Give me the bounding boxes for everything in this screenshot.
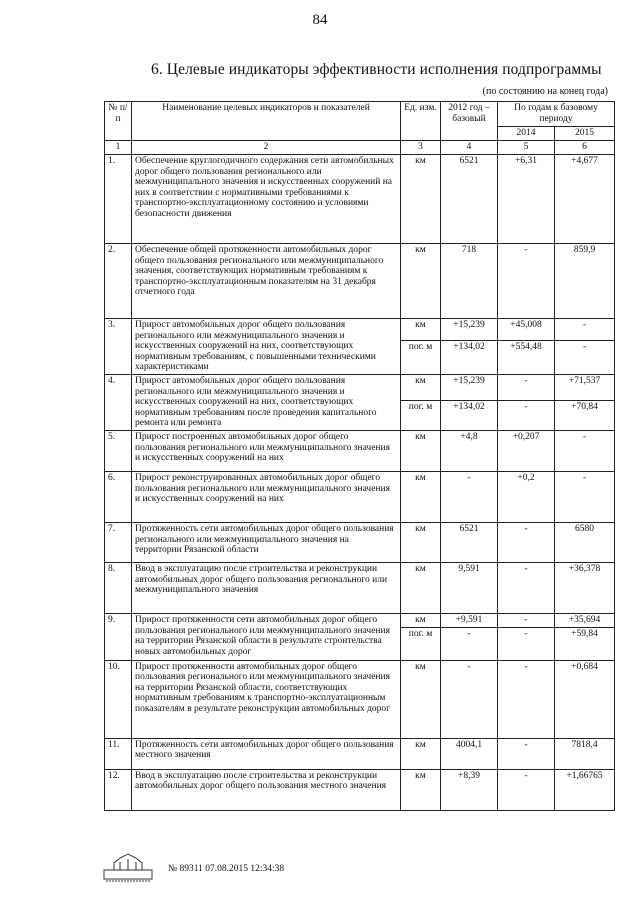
table-header-row xyxy=(105,102,615,127)
indicator-name: Прирост реконструированных автомобильных дорог общего пользования регионального или межмуниципального значения и искусственных сооружений на них xyxy=(132,471,401,522)
value-2014: +554,48 xyxy=(498,340,555,374)
unit-cell: км xyxy=(401,769,441,810)
header-base: 2012 год – базовый xyxy=(441,102,498,141)
value-2014: +45,008 xyxy=(498,319,555,341)
base-value: +8,39 xyxy=(441,769,498,810)
unit-cell: км xyxy=(401,374,441,400)
unit-cell: км xyxy=(401,471,441,522)
value-2014: +0,207 xyxy=(498,430,555,471)
indicator-name: Ввод в эксплуатацию после строительства и реконструкции автомобильных дорог общего пользования регионального или межмуниципального значения xyxy=(132,562,401,613)
value-2015: 859,9 xyxy=(555,244,615,319)
value-2015: - xyxy=(555,340,615,374)
value-2014: - xyxy=(498,244,555,319)
base-value: - xyxy=(441,627,498,660)
table-row xyxy=(105,660,615,738)
indicators-table xyxy=(104,101,615,811)
indicator-name: Обеспечение круглогодичного содержания сети автомобильных дорог общего пользования регионального или межмуниципального значения и искусственных сооружений на них в соответствии с нормативными требованиями к транспортно-эксплуатационному состоянию и условиями безопасности движения xyxy=(132,155,401,244)
base-value: 9,591 xyxy=(441,562,498,613)
header-period: По годам к базовому периоду xyxy=(498,102,615,127)
value-2014: - xyxy=(498,400,555,430)
unit-cell: пог. м xyxy=(401,627,441,660)
value-2014: - xyxy=(498,613,555,627)
base-value: - xyxy=(441,471,498,522)
table-row xyxy=(105,522,615,562)
value-2014: +6,31 xyxy=(498,155,555,244)
table-row xyxy=(105,562,615,613)
table-row xyxy=(105,471,615,522)
base-value: +15,239 xyxy=(441,319,498,341)
indicator-name: Прирост протяженности сети автомобильных дорог общего пользования регионального или межмуниципального значения на территории Рязанской области в результате строительства новых автомобильных дорог xyxy=(132,613,401,660)
section-title: 6. Целевые индикаторы эффективности исполнения подпрограммы xyxy=(151,61,602,78)
value-2014: - xyxy=(498,562,555,613)
document-stamp: № 89311 07.08.2015 12:34:38 xyxy=(168,864,285,874)
value-2015: +4,677 xyxy=(555,155,615,244)
indicator-name: Ввод в эксплуатацию после строительства и реконструкции автомобильных дорог общего пользования местного значения xyxy=(132,769,401,810)
indicator-name: Прирост автомобильных дорог общего пользования регионального или межмуниципального значения и искусственных сооружений на них, соответствующих нормативным требованиям после проведения капитального ремонта или ремонта xyxy=(132,374,401,430)
value-2014: - xyxy=(498,374,555,400)
status-note: (по состоянию на конец года) xyxy=(482,86,608,97)
column-number: 5 xyxy=(498,141,555,155)
column-number: 6 xyxy=(555,141,615,155)
row-number: 2. xyxy=(105,244,132,319)
value-2015: 7818,4 xyxy=(555,738,615,769)
table-row xyxy=(105,769,615,810)
indicator-name: Прирост построенных автомобильных дорог общего пользования регионального или межмуниципального значения и искусственных сооружений на них xyxy=(132,430,401,471)
base-value: +4,8 xyxy=(441,430,498,471)
value-2015: +71,537 xyxy=(555,374,615,400)
value-2014: - xyxy=(498,522,555,562)
table-row xyxy=(105,374,615,400)
unit-cell: пог. м xyxy=(401,400,441,430)
indicator-name: Обеспечение общей протяженности автомобильных дорог общего пользования регионального или межмуниципального значения, соответствующих нормативным требованиям к транспортно-эксплуатационным показателям на 31 декабря отчетного года xyxy=(132,244,401,319)
row-number: 8. xyxy=(105,562,132,613)
unit-cell: км xyxy=(401,155,441,244)
value-2015: +59,84 xyxy=(555,627,615,660)
base-value: +15,239 xyxy=(441,374,498,400)
row-number: 7. xyxy=(105,522,132,562)
value-2015: +35,694 xyxy=(555,613,615,627)
value-2015: +0,684 xyxy=(555,660,615,738)
value-2014: - xyxy=(498,769,555,810)
unit-cell: км xyxy=(401,613,441,627)
base-value: +134,02 xyxy=(441,340,498,374)
table-row xyxy=(105,319,615,341)
column-number: 1 xyxy=(105,141,132,155)
indicator-name: Прирост автомобильных дорог общего пользования регионального или межмуниципального значения и искусственных сооружений на них, соответствующих нормативным требованиям, с повышенными техническими характеристиками xyxy=(132,319,401,375)
column-number: 2 xyxy=(132,141,401,155)
row-number: 11. xyxy=(105,738,132,769)
base-value: 718 xyxy=(441,244,498,319)
unit-cell: км xyxy=(401,738,441,769)
value-2015: 6580 xyxy=(555,522,615,562)
value-2014: - xyxy=(498,660,555,738)
value-2014: - xyxy=(498,738,555,769)
table-row xyxy=(105,738,615,769)
unit-cell: км xyxy=(401,430,441,471)
archive-logo-icon xyxy=(100,850,156,884)
value-2015: - xyxy=(555,471,615,522)
base-value: +9,591 xyxy=(441,613,498,627)
value-2014: +0,2 xyxy=(498,471,555,522)
column-number: 3 xyxy=(401,141,441,155)
header-num: № п/п xyxy=(105,102,132,141)
row-number: 10. xyxy=(105,660,132,738)
page-number: 84 xyxy=(312,12,328,28)
table-row xyxy=(105,244,615,319)
indicator-name: Протяженность сети автомобильных дорог общего пользования регионального или межмуниципального значения на территории Рязанской области xyxy=(132,522,401,562)
unit-cell: км xyxy=(401,562,441,613)
unit-cell: пог. м xyxy=(401,340,441,374)
unit-cell: км xyxy=(401,522,441,562)
row-number: 3. xyxy=(105,319,132,375)
indicator-name: Протяженность сети автомобильных дорог общего пользования местного значения xyxy=(132,738,401,769)
base-value: +134,02 xyxy=(441,400,498,430)
indicator-name: Прирост протяженности автомобильных дорог общего пользования регионального или межмуниципального значения на территории Рязанской области, соответствующих нормативным требованиям к транспортно-эксплуатационным показателям в результате реконструкции автомобильных дорог xyxy=(132,660,401,738)
table-row xyxy=(105,613,615,627)
value-2015: +1,66765 xyxy=(555,769,615,810)
unit-cell: км xyxy=(401,660,441,738)
value-2015: +70,84 xyxy=(555,400,615,430)
row-number: 4. xyxy=(105,374,132,430)
column-number-row xyxy=(105,141,615,155)
header-name: Наименование целевых индикаторов и показателей xyxy=(132,102,401,141)
value-2015: +36,378 xyxy=(555,562,615,613)
unit-cell: км xyxy=(401,244,441,319)
row-number: 5. xyxy=(105,430,132,471)
header-unit: Ед. изм. xyxy=(401,102,441,141)
row-number: 6. xyxy=(105,471,132,522)
base-value: 4004,1 xyxy=(441,738,498,769)
row-number: 9. xyxy=(105,613,132,660)
row-number: 12. xyxy=(105,769,132,810)
base-value: - xyxy=(441,660,498,738)
header-2015: 2015 xyxy=(555,126,615,140)
table-row xyxy=(105,155,615,244)
value-2014: - xyxy=(498,627,555,660)
base-value: 6521 xyxy=(441,155,498,244)
table-row xyxy=(105,430,615,471)
column-number: 4 xyxy=(441,141,498,155)
base-value: 6521 xyxy=(441,522,498,562)
row-number: 1. xyxy=(105,155,132,244)
value-2015: - xyxy=(555,319,615,341)
header-2014: 2014 xyxy=(498,126,555,140)
unit-cell: км xyxy=(401,319,441,341)
value-2015: - xyxy=(555,430,615,471)
